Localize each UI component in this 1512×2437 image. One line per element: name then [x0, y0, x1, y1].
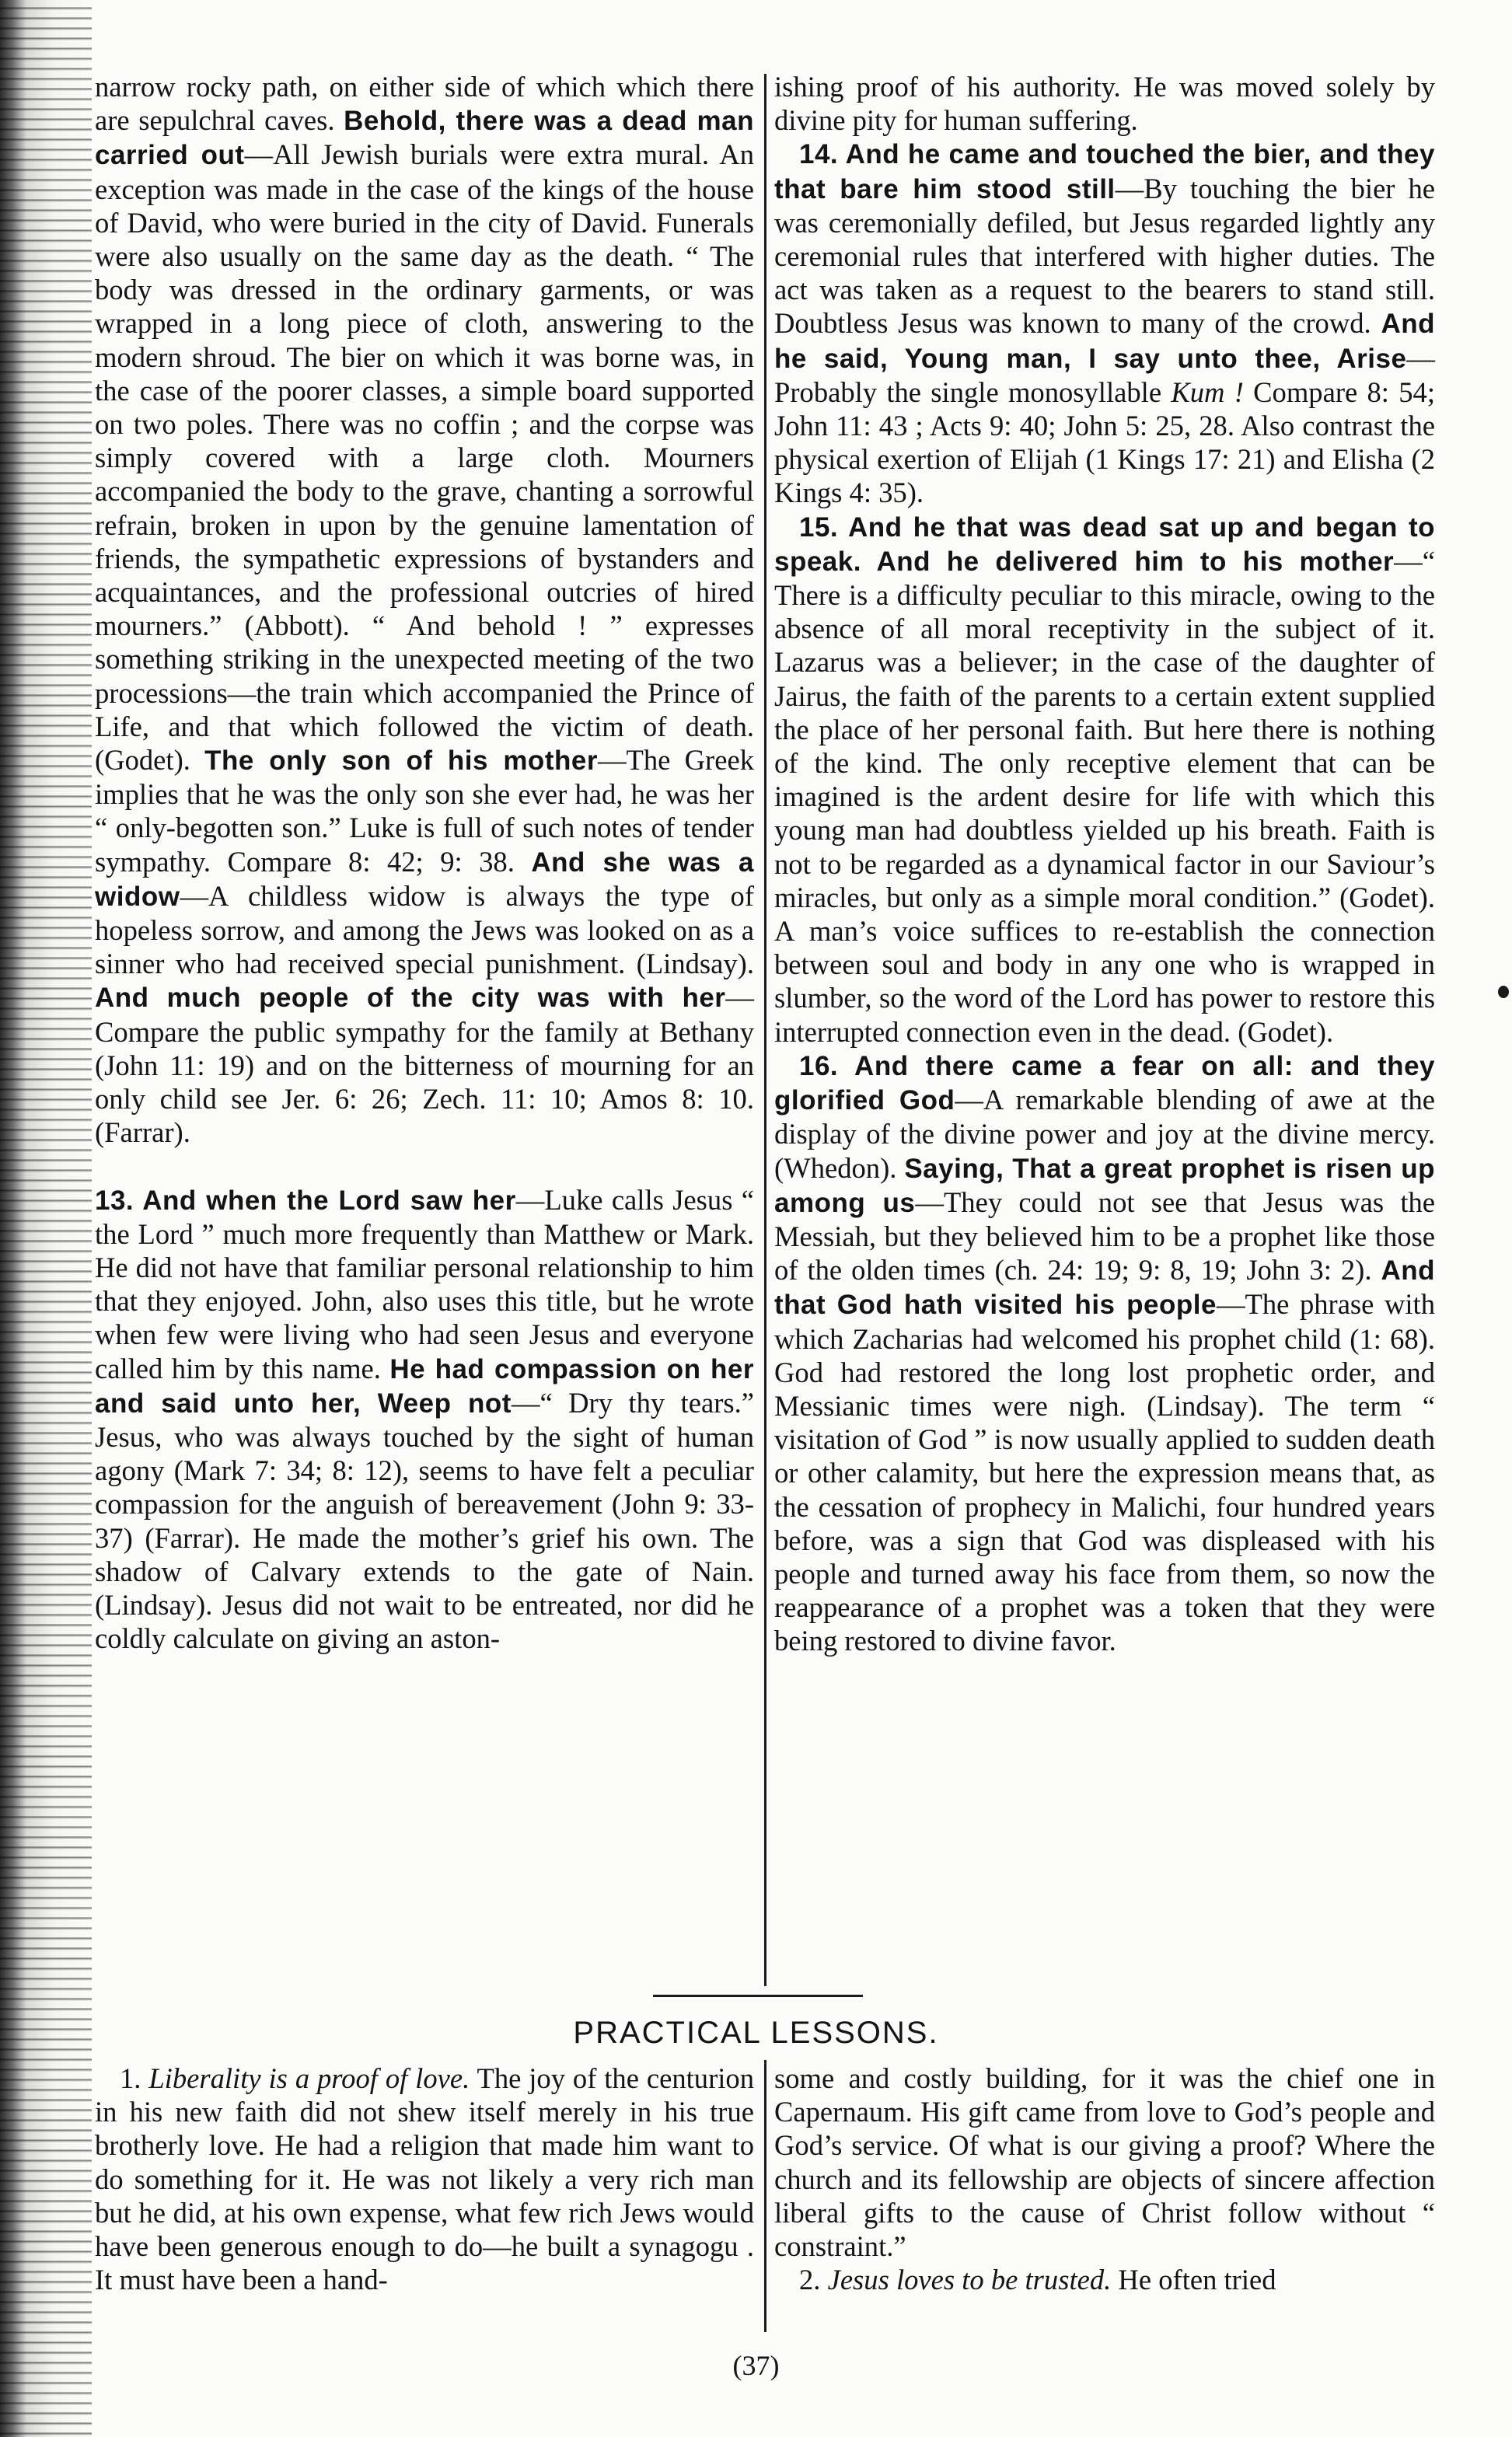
commentary-text: —“ There is a difficulty peculiar to this miracle, owing to the absence of all moral receptivity in the subject of it. Lazarus was a believer; in the case of the daughter of Jairus, the faith of the parents to a certain extent supplied the place of her personal faith. But here there is nothing of the kind. The only receptive element that can be imagined is the ardent desire for life with which this young man had doubtless yielded up his breath. Faith is not to be regarded as a dynamical factor in our Saviour’s miracles, but only as a simple moral condition.” (Godet). A man’s voice suffices to re-establish the connection between soul and body in any one who is wrapped in slumber, so the word of the Lord has power to restore this interrupted connection even in the dead. (Godet).	[774, 544, 1435, 1048]
scripture-phrase: The only son of his mother	[204, 745, 598, 777]
scripture-phrase: He had compassion on her and said unto her, Weep not	[95, 1353, 754, 1419]
left-column-paragraph	[95, 70, 754, 1150]
italic-phrase: Jesus loves to be trusted.	[827, 2264, 1112, 2296]
section-separator-rule	[653, 1995, 863, 1997]
commentary-text: —“ Dry thy tears.” Jesus, who was always touched by the sight of human agony (Mark 7: 34; 8: 12), seems to have felt a peculiar compassion for the anguish of bereavement (John 9: 33-37) (Farrar). He made the mother’s grief his own. The shadow of Calvary extends to the gate of Nain. (Lindsay). Jesus did not wait to be entreated, nor did he coldly calculate on giving an aston-	[95, 1386, 754, 1655]
commentary-text: —They could not see that Jesus was the Messiah, but they believed him to be a prophet like those of the olden times (ch. 24: 19; 9: 8, 19; John 3: 2).	[774, 1185, 1436, 1287]
scripture-phrase: 16. And there came a fear on all: and they glorified God	[774, 1050, 1435, 1116]
commentary-text: —A remarkable blending of awe at the display of the divine power and joy at the divine mercy. (Whedon).	[774, 1084, 1435, 1184]
lessons-column-divider	[764, 2060, 766, 2332]
commentary-text: narrow rocky path, on either side of which which there are sepulchral caves.	[95, 71, 754, 137]
scripture-phrase: And she was a widow	[95, 847, 754, 912]
scripture-phrase: 13. And when the Lord saw her	[95, 1185, 516, 1216]
lessons-left-column	[95, 2062, 754, 2296]
right-column-paragraph	[774, 70, 1435, 137]
right-column	[774, 70, 1435, 1658]
binding-edge-shadow	[0, 0, 92, 2437]
scripture-phrase: 15. And he that was dead sat up and began to speak. And he delivered him to his mother	[774, 511, 1435, 577]
lessons-left-paragraph	[95, 2062, 754, 2296]
ink-speck	[1498, 986, 1509, 998]
lessons-right-paragraph	[774, 2263, 1435, 2296]
scripture-phrase: 14. And he came and touched the bier, and they that bare him stood still	[774, 139, 1435, 204]
column-divider	[764, 74, 766, 1986]
scripture-phrase: And that God hath visited his people	[774, 1255, 1435, 1321]
commentary-text: 2.	[799, 2264, 828, 2296]
commentary-text: —By touching the bier he was ceremonially defiled, but Jesus regarded lightly any ceremonial rules that interfered with higher duties. The act was taken as a request to the bearers to stand still. Doubtless Jesus was known to many of the crowd.	[774, 172, 1435, 340]
commentary-text: some and costly building, for it was the chief one in Capernaum. His gift came from love to God’s people and God’s service. Of what is our giving a proof? Where the church and its fellowship are objects of sincere affection liberal gifts to the cause of Christ follow without “ constraint.”	[774, 2062, 1435, 2263]
scripture-phrase: Behold, there was a dead man carried out	[95, 106, 755, 171]
scripture-phrase: And he said, Young man, I say unto thee, Arise	[774, 309, 1435, 374]
right-column-paragraph	[774, 1049, 1435, 1658]
page-number: (37)	[732, 2350, 780, 2381]
section-title: PRACTICAL LESSONS.	[573, 2016, 939, 2050]
commentary-text: ishing proof of his authority. He was moved solely by divine pity for human suffering.	[774, 71, 1435, 137]
commentary-text: —All Jewish burials were extra mural. An exception was made in the case of the kings of the house of David, who were buried in the city of David. Funerals were also usually on the same day as the death. “ The body was dressed in the ordinary garments, or was wrapped in a long piece of cloth, answering to the modern shroud. The bier on which it was borne was, in the case of the poorer classes, a simple board supported on two poles. There was no coffin ; and the corpse was simply covered with a large cloth. Mourners accompanied the body to the grave, chanting a sorrowful refrain, broken in upon by the genuine lamentation of friends, the sympathetic expressions of bystanders and acquaintances, and the professional outcries of hired mourners.” (Abbott). “ And behold ! ” expresses something striking in the unexpected meeting of the two processions—the train which accompanied the Prince of Life, and that which followed the victim of death. (Godet).	[95, 138, 754, 777]
scripture-phrase: And much people of the city was with her	[95, 983, 726, 1014]
italic-phrase: Liberality is a proof of love.	[148, 2062, 470, 2094]
commentary-text: —Compare the public sympathy for the family at Bethany (John 11: 19) and on the bitterness of mourning for an only child see Jer. 6: 26; Zech. 11: 10; Amos 8: 10. (Farrar).	[95, 981, 754, 1149]
commentary-text: —Luke calls Jesus “ the Lord ” much more frequently than Matthew or Mark. He did not have that familiar personal relationship to him that they enjoyed. John, also uses this title, but he wrote when few were living who had seen Jesus and everyone called him by this name.	[95, 1183, 755, 1384]
lessons-right-column	[774, 2062, 1435, 2296]
commentary-text: —The phrase with which Zacharias had welcomed his prophet child (1: 68). God had restored the long lost prophetic order, and Messianic times were nigh. (Lindsay). The term “ visitation of God ” is now usually applied to sudden death or other calamity, but here the expression means that, as the cessation of prophecy in Malichi, four hundred years before, was a sign that God was displeased with his people and turned away his face from them, so now the reappearance of a prophet was a token that they were being restored to divine favor.	[774, 1288, 1435, 1657]
scripture-phrase: Saying, That a great prophet is risen up among us	[774, 1153, 1435, 1218]
lessons-right-paragraph	[774, 2062, 1435, 2263]
right-column-paragraph	[774, 510, 1435, 1049]
commentary-text: The joy of the centurion in his new faith did not shew itself merely in his true brotherly love. He had a religion that made him want to do something for it. He was not likely a very rich man but he did, at his own expense, what few rich Jews would have been generous enough to do—he built a synagogu . It must have been a hand-	[95, 2062, 754, 2296]
left-column	[95, 70, 754, 1655]
commentary-text: —Probably the single monosyllable	[774, 341, 1435, 408]
left-column-paragraph	[95, 1183, 754, 1656]
commentary-text: Compare 8: 54; John 11: 43 ; Acts 9: 40; John 5: 25, 28. Also contrast the physical exertion of Elijah (1 Kings 17: 21) and Elisha (2 Kings 4: 35).	[774, 375, 1435, 509]
commentary-text: 1.	[120, 2062, 149, 2094]
right-column-paragraph	[774, 137, 1435, 509]
commentary-text: He often tried	[1111, 2264, 1276, 2296]
commentary-text: —A childless widow is always the type of hopeless sorrow, and among the Jews was looked on as a sinner who had received special punishment. (Lindsay).	[95, 879, 754, 980]
commentary-text: —The Greek implies that he was the only son she ever had, he was her “ only-begotten son.” Luke is full of such notes of tender sympathy. Compare 8: 42; 9: 38.	[95, 744, 754, 878]
italic-phrase: Kum !	[1171, 375, 1244, 408]
